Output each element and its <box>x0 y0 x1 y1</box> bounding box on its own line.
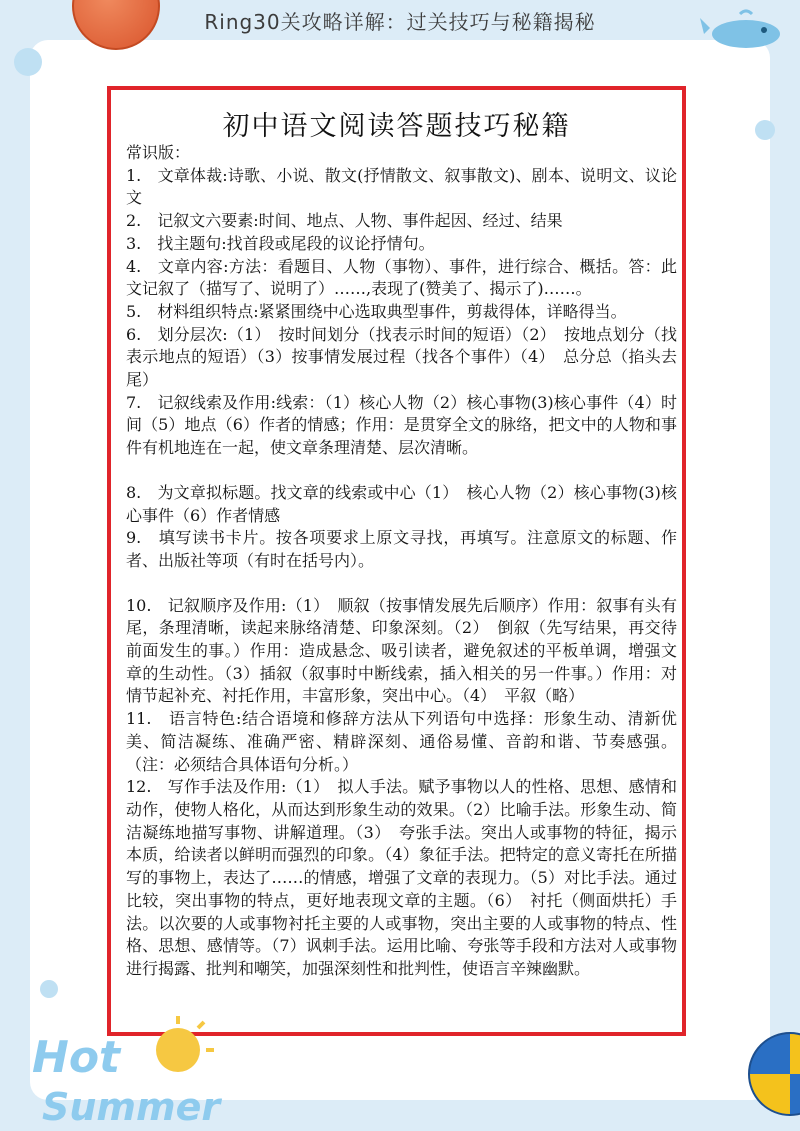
list-item: 11. 语言特色:结合语境和修辞方法从下列语句中选择：形象生动、清新优美、简洁凝练、准确严密、精辟深刻、通俗易懂、音韵和谐、节奏感强。（注：必须结合具体语句分析。） <box>126 709 677 774</box>
page-title: Ring30关攻略详解：过关技巧与秘籍揭秘 <box>204 10 596 34</box>
list-item: 8. 为文章拟标题。找文章的线索或中心（1） 核心人物（2）核心事物(3)核心事件（6）作者情感 <box>126 482 677 525</box>
hot-summer-logo <box>28 1010 238 1130</box>
hot-summer-logo-text: Hot <box>32 1032 121 1083</box>
svg-text:Summer: Summer <box>42 1085 221 1129</box>
bubble-decoration <box>14 48 42 76</box>
document-card <box>107 86 686 1036</box>
list-item: 2. 记叙文六要素:时间、地点、人物、事件起因、经过、结果 <box>126 211 563 231</box>
list-item: 4. 文章内容:方法：看题目、人物（事物）、事件，进行综合、概括。答：此文记叙了（描写了、说明了）……,表现了(赞美了、揭示了)……。 <box>126 256 677 299</box>
list-item: 7. 记叙线索及作用:线索：（1）核心人物（2）核心事物(3)核心事件（4）时间（5）地点（6）作者的情感；作用：是贯穿全文的脉络，把文中的人物和事件有机地连在一起，使文章条理清楚、层次清晰。 <box>126 392 677 458</box>
list-item: 3. 找主题句:找首段或尾段的议论抒情句。 <box>126 233 435 253</box>
document-subtitle: 常识版： <box>126 143 191 162</box>
bubble-decoration <box>40 980 58 998</box>
list-item: 6. 划分层次:（1） 按时间划分（找表示时间的短语）（2） 按地点划分（找表示地点的短语）（3）按事情发展过程（找各个事件）（4） 总分总（掐头去尾） <box>126 324 677 390</box>
section-gap <box>126 573 677 595</box>
document-body <box>126 142 677 981</box>
section-gap <box>126 460 677 482</box>
list-item: 5. 材料组织特点:紧紧围绕中心选取典型事件，剪裁得体，详略得当。 <box>126 301 627 321</box>
list-item: 1. 文章体裁:诗歌、小说、散文(抒情散文、叙事散文)、剧本、说明文、议论文 <box>126 165 677 208</box>
document-title: 初中语文阅读答题技巧秘籍 <box>222 111 571 142</box>
list-item: 10. 记叙顺序及作用:（1） 顺叙（按事情发展先后顺序）作用：叙事有头有尾，条理清晰，读起来脉络清楚、印象深刻。（2） 倒叙（先写结果，再交待前面发生的事。）作用：造成悬念、吸引读者，避免叙述的平板单调，增强文章的生动性。（3）插叙（叙事时中断线索，插入相关的另一件事。）作用：对情节起补充、衬托作用，丰富形象，突出中心。（4） 平叙（略） <box>126 595 677 706</box>
list-item: 9. 填写读书卡片。按各项要求上原文寻找，再填写。注意原文的标题、作者、出版社等项（有时在括号内）。 <box>126 528 677 570</box>
bubble-decoration <box>755 120 775 140</box>
list-item: 12. 写作手法及作用:（1） 拟人手法。赋予事物以人的性格、思想、感情和动作，使物人格化，从而达到形象生动的效果。（2）比喻手法。形象生动、简洁凝练地描写事物、讲解道理。（3） 夸张手法。突出人或事物的特征，揭示本质，给读者以鲜明而强烈的印象。（4）象征手法。把特定的意义寄托在所描写的事物上，表达了……的情感，增强了文章的表现力。（5）对比手法。通过比较，突出事物的特点，更好地表现文章的主题。（6） 衬托（侧面烘托）手法。以次要的人或事物衬托主要的人或事物，突出主要的人或事物的特点、性格、思想、感情等。（7）讽刺手法。运用比喻、夸张等手段和方法对人或事物进行揭露、批判和嘲笑，加强深刻性和批判性，使语言辛辣幽默。 <box>126 777 677 978</box>
